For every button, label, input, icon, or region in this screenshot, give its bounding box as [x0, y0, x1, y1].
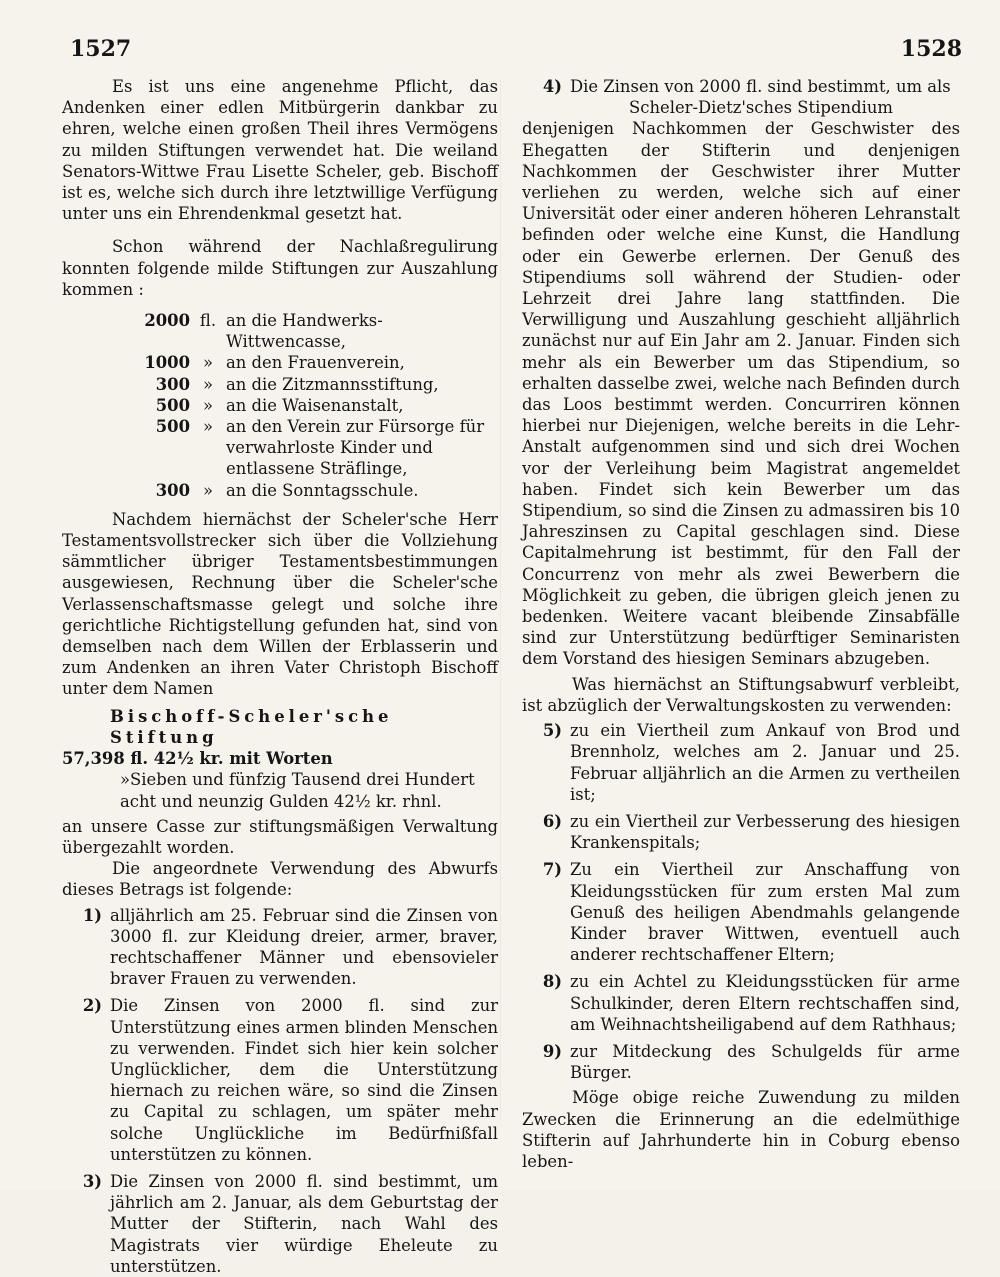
donation-amount: 500 — [155, 395, 190, 415]
donation-row — [120, 480, 498, 501]
donation-recipient: an den Frauenverein, — [226, 353, 405, 373]
item-number: 6) — [542, 811, 562, 831]
item-number: 1) — [82, 905, 102, 925]
list-item — [522, 720, 960, 805]
donation-amount: 2000 — [144, 311, 190, 331]
donation-row — [120, 310, 498, 352]
stiftung-title: Bischoff-Scheler'sche Stiftung — [110, 706, 393, 747]
list-item — [62, 995, 498, 1165]
donation-unit: fl. — [199, 311, 217, 331]
item-number: 3) — [82, 1171, 102, 1191]
nachlass-paragraph: Schon während der Nachlaßregulirung konnten folgende milde Stiftungen zur Auszahlung kommen : — [62, 237, 498, 299]
item-text: zu ein Achtel zu Kleidungsstücken für arme Schulkinder, deren Eltern rechtschaffen sind, am Weihnachtsheiligabend auf dem Rathhaus; — [570, 972, 960, 1034]
item-number: 8) — [542, 972, 562, 992]
item-text: zur Mitdeckung des Schulgelds für arme Bürger. — [570, 1041, 960, 1083]
list-item — [522, 811, 960, 853]
donation-row — [120, 352, 498, 373]
stiftung-sum: 57,398 fl. 42½ kr. mit Worten — [62, 749, 333, 769]
item-number: 9) — [542, 1041, 562, 1061]
donation-recipient: an die Waisenanstalt, — [226, 395, 404, 415]
item-text: Die Zinsen von 2000 fl. sind bestimmt, um jährlich am 2. Januar, als dem Geburtstag der Mutter der Stifterin, nach Wahl des Magistrats vier würdige Eheleute zu unterstützen. — [110, 1171, 498, 1276]
item-number: 2) — [82, 996, 102, 1016]
list-item — [62, 1171, 498, 1277]
item-text-first: Die Zinsen von 2000 fl. sind bestimmt, um als — [570, 77, 951, 96]
list-item — [522, 76, 960, 97]
donation-unit: » — [202, 480, 214, 500]
testament-paragraph: Nachdem hiernächst der Scheler'sche Herr Testamentsvollstrecker sich über die Vollziehung sämmtlicher übriger Testamentsbestimmungen ausgewiesen, Rechnung über die Scheler'sche Verlassenschaftsmasse gelegt und solche ihre gerichtliche Richtigstellung gefunden hat, sind von demselben nach dem Willen der Erblasserin und zum Andenken an ihren Vater Christoph Bischoff unter dem Namen — [62, 509, 498, 699]
right-items — [522, 720, 960, 1083]
donation-recipient: an die Sonntagsschule. — [226, 480, 419, 500]
gutter — [500, 80, 501, 1120]
donation-amount: 300 — [155, 374, 190, 394]
donation-unit: » — [202, 395, 214, 415]
item-number: 5) — [542, 721, 562, 741]
stipendium-heading: Scheler-Dietz'sches Stipendium — [629, 98, 893, 118]
donation-recipient: an den Verein zur Fürsorge für verwahrloste Kinder und entlassene Sträflinge, — [226, 417, 485, 479]
donation-amount: 500 — [155, 417, 190, 437]
page-number-left: 1527 — [70, 36, 132, 62]
donation-recipient: an die Handwerks-Wittwencasse, — [226, 311, 383, 352]
donation-recipient: an die Zitzmannsstiftung, — [226, 374, 439, 394]
left-column — [62, 76, 498, 1277]
item-text: Zu ein Viertheil zur Anschaffung von Kleidungsstücken für zum ersten Mal zum Genuß des heiligen Abendmahls gelangende Kinder braver Wittwen, eventuell auch anderer rechtschaffener Eltern; — [570, 860, 960, 965]
item-text: zu ein Viertheil zum Ankauf von Brod und Brennholz, welches am 2. Januar und 25. Februar alljährlich an die Armen zu vertheilen ist; — [570, 721, 960, 804]
list-item — [522, 859, 960, 965]
donation-row — [120, 395, 498, 416]
item-text: Die Zinsen von 2000 fl. sind zur Unterstützung eines armen blinden Menschen zu verwenden. Findet sich hier kein solcher Unglücklicher, dem die Unterstützung hiernach zu reichen wäre, so sind die Zinsen zu Capital zu schlagen, um später mehr solche Unglückliche im Bedürfnißfall unterstützen zu können. — [110, 996, 498, 1164]
list-item — [62, 905, 498, 990]
item-number: 4) — [542, 77, 562, 96]
donation-amount: 300 — [155, 480, 190, 500]
page-number-right: 1528 — [900, 36, 962, 62]
donation-row — [120, 416, 498, 480]
donation-row — [120, 374, 498, 395]
intro-paragraph: Es ist uns eine angenehme Pflicht, das Andenken einer edlen Mitbürgerin dankbar zu ehren, welche einen großen Theil ihres Vermögens zu milden Stiftungen verwendet hat. Die weiland Senators-Wittwe Frau Lisette Scheler, geb. Bischoff ist es, welche sich durch ihre letztwillige Verfügung unter uns ein Ehrendenkmal gesetzt hat. — [62, 77, 498, 224]
list-item — [522, 1041, 960, 1083]
stipendium-paragraph: denjenigen Nachkommen der Geschwister des Ehegatten der Stifterin und denjenigen Nachkommen der Geschwister ihrer Mutter verliehen zu werden, welche sich auf einer Universität oder einer anderen höheren Lehranstalt befinden oder welche eine Kunst, die Handlung oder ein Gewerbe erlernen. Der Genuß des Stipendiums soll während der Studien- oder Lehrzeit drei Jahre lang stattfinden. Die Verwilligung und Auszahlung geschieht alljährlich zunächst nur auf Ein Jahr am 2. Januar. Finden sich mehr als ein Bewerber um das Stipendium, so erhalten dasselbe zwei, welche nach Befinden durch das Loos bestimmt werden. Concurriren können hierbei nur Diejenigen, welche bereits in die Lehr-Anstalt aufgenommen sind und sich drei Wochen vor der Verleihung beim Magistrat angemeldet haben. Findet sich kein Bewerber um das Stipendium, so sind die Zinsen zu admassiren bis 10 Jahreszinsen zu Capital geschlagen sind. Diese Capitalmehrung ist bestimmt, für den Fall der Concurrenz von mehr als zwei Bewerbern die Möglichkeit zu geben, die übrigen gleich jenen zu bedenken. Weitere vacant bleibende Zinsabfälle sind zur Unterstützung bedürftiger Seminaristen dem Vorstand des hiesigen Seminars abzugeben. — [522, 119, 960, 669]
donation-unit: » — [202, 353, 214, 373]
abwurf-paragraph: Was hiernächst an Stiftungsabwurf verbleibt, ist abzüglich der Verwaltungskosten zu verwenden: — [522, 674, 960, 715]
stiftung-sum-words: »Sieben und fünfzig Tausend drei Hundert acht und neunzig Gulden 42½ kr. rhnl. — [120, 770, 475, 811]
right-column — [522, 76, 960, 1172]
item-number: 7) — [542, 860, 562, 880]
verwendung-paragraph: Die angeordnete Verwendung des Abwurfs dieses Betrags ist folgende: — [62, 859, 498, 900]
closing-paragraph: Möge obige reiche Zuwendung zu milden Zwecken die Erinnerung an die edelmüthige Stifterin auf Jahrhunderte hin in Coburg ebenso leben- — [522, 1088, 960, 1171]
casse-paragraph: an unsere Casse zur stiftungsmäßigen Verwaltung übergezahlt worden. — [62, 816, 498, 857]
list-item — [522, 971, 960, 1035]
item-text: alljährlich am 25. Februar sind die Zinsen von 3000 fl. zur Kleidung dreier, armer, braver, rechtschaffener Männer und ebensovieler braver Frauen zu verwenden. — [110, 905, 498, 989]
donation-amount: 1000 — [144, 353, 190, 373]
donation-list — [120, 310, 498, 501]
left-items — [62, 905, 498, 1277]
donation-unit: » — [202, 374, 214, 394]
donation-unit: » — [202, 417, 214, 437]
item-text: zu ein Viertheil zur Verbesserung des hiesigen Krankenspitals; — [570, 811, 960, 853]
